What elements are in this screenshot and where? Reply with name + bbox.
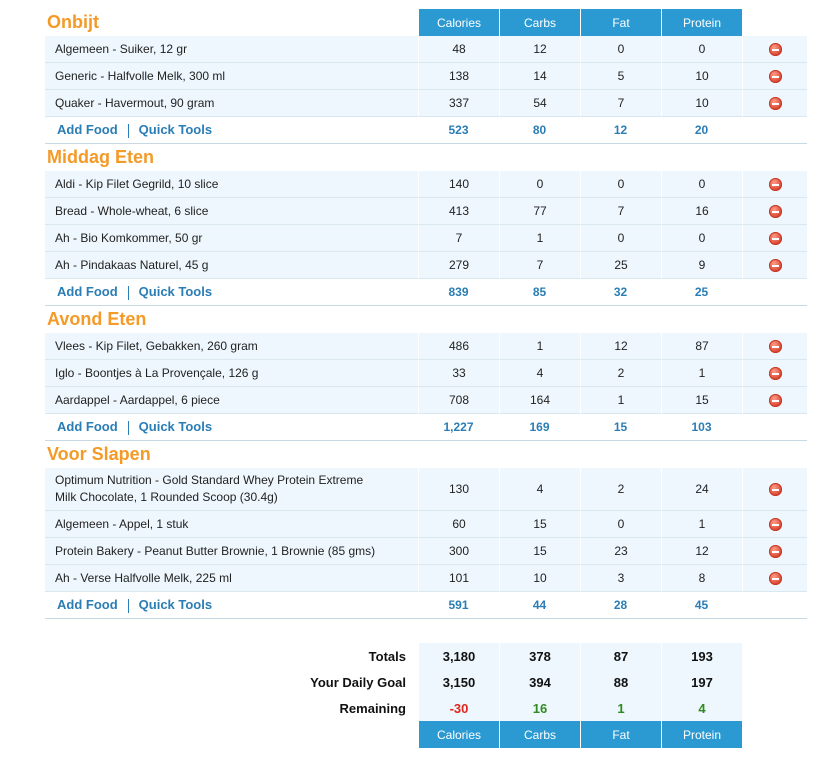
- food-carbs: 12: [499, 36, 580, 63]
- link-separator: [128, 599, 129, 613]
- meal-header-row: [45, 144, 807, 171]
- remaining-fat: 1: [580, 695, 661, 721]
- column-header-carbs: Carbs: [499, 9, 580, 36]
- meal-total-carbs: 85: [499, 279, 580, 306]
- food-row: [45, 538, 807, 565]
- meal-header-row: [45, 306, 807, 333]
- meal-total-protein: 45: [661, 592, 742, 619]
- food-calories: 300: [418, 538, 499, 565]
- goal-protein: 197: [661, 669, 742, 695]
- meal-total-calories: 1,227: [418, 414, 499, 441]
- food-calories: 279: [418, 252, 499, 279]
- meal-total-fat: 15: [580, 414, 661, 441]
- meal-header-row: [45, 9, 807, 36]
- meal-total-calories: 591: [418, 592, 499, 619]
- food-carbs: 77: [499, 198, 580, 225]
- remove-circle-icon[interactable]: [769, 483, 782, 496]
- meal-total-calories: 839: [418, 279, 499, 306]
- totals-carbs: 378: [499, 643, 580, 669]
- food-row: [45, 198, 807, 225]
- remaining-row: [45, 695, 807, 721]
- add-food-link[interactable]: Add Food: [57, 419, 118, 435]
- meal-total-fat: 32: [580, 279, 661, 306]
- remaining-protein: 4: [661, 695, 742, 721]
- meal-total-protein: 20: [661, 117, 742, 144]
- meal-title: Middag Eten: [47, 147, 154, 167]
- remove-circle-icon[interactable]: [769, 178, 782, 191]
- food-calories: 33: [418, 360, 499, 387]
- food-fat: 23: [580, 538, 661, 565]
- food-protein: 24: [661, 468, 742, 511]
- meal-footer-row: [45, 279, 807, 306]
- meal-header-row: [45, 441, 807, 468]
- food-row: [45, 360, 807, 387]
- food-protein: 1: [661, 511, 742, 538]
- food-row: [45, 333, 807, 360]
- food-calories: 130: [418, 468, 499, 511]
- food-protein: 0: [661, 225, 742, 252]
- food-carbs: 4: [499, 360, 580, 387]
- food-carbs: 54: [499, 90, 580, 117]
- food-calories: 413: [418, 198, 499, 225]
- link-separator: [128, 421, 129, 435]
- food-carbs: 15: [499, 538, 580, 565]
- food-name[interactable]: Aardappel - Aardappel, 6 piece: [45, 387, 418, 414]
- column-header-calories: Calories: [418, 9, 499, 36]
- meal-title: Onbijt: [47, 12, 99, 32]
- food-fat: 25: [580, 252, 661, 279]
- food-name[interactable]: Ah - Bio Komkommer, 50 gr: [45, 225, 418, 252]
- meal-title: Avond Eten: [47, 309, 147, 329]
- food-carbs: 1: [499, 333, 580, 360]
- food-protein: 8: [661, 565, 742, 592]
- goal-fat: 88: [580, 669, 661, 695]
- food-calories: 60: [418, 511, 499, 538]
- remaining-carbs: 16: [499, 695, 580, 721]
- column-footer-carbs: Carbs: [499, 721, 580, 748]
- daily-goal-row: [45, 669, 807, 695]
- meal-total-calories: 523: [418, 117, 499, 144]
- food-name[interactable]: Optimum Nutrition - Gold Standard Whey Protein Extreme Milk Chocolate, 1 Rounded Scoop (30.4g): [45, 468, 418, 511]
- food-name[interactable]: Algemeen - Appel, 1 stuk: [45, 511, 418, 538]
- add-food-link[interactable]: Add Food: [57, 284, 118, 300]
- food-fat: 7: [580, 90, 661, 117]
- food-carbs: 14: [499, 63, 580, 90]
- food-name[interactable]: Algemeen - Suiker, 12 gr: [45, 36, 418, 63]
- meal-footer-row: [45, 117, 807, 144]
- meal-total-fat: 28: [580, 592, 661, 619]
- food-fat: 0: [580, 171, 661, 198]
- food-protein: 0: [661, 171, 742, 198]
- food-row: [45, 252, 807, 279]
- food-carbs: 0: [499, 171, 580, 198]
- food-calories: 140: [418, 171, 499, 198]
- food-protein: 0: [661, 36, 742, 63]
- totals-fat: 87: [580, 643, 661, 669]
- meal-total-protein: 103: [661, 414, 742, 441]
- food-row: [45, 171, 807, 198]
- remove-circle-icon[interactable]: [769, 545, 782, 558]
- remove-circle-icon[interactable]: [769, 340, 782, 353]
- food-fat: 0: [580, 225, 661, 252]
- remove-circle-icon[interactable]: [769, 232, 782, 245]
- remaining-label: Remaining: [339, 700, 406, 716]
- link-separator: [128, 124, 129, 138]
- meal-total-carbs: 44: [499, 592, 580, 619]
- add-food-link[interactable]: Add Food: [57, 122, 118, 138]
- food-protein: 15: [661, 387, 742, 414]
- remove-circle-icon[interactable]: [769, 259, 782, 272]
- food-carbs: 4: [499, 468, 580, 511]
- food-row: [45, 63, 807, 90]
- food-row: [45, 90, 807, 117]
- food-fat: 2: [580, 468, 661, 511]
- daily-goal-label: Your Daily Goal: [310, 674, 406, 690]
- food-row: [45, 511, 807, 538]
- bottom-header-row: [45, 721, 807, 748]
- food-carbs: 1: [499, 225, 580, 252]
- meal-footer-row: [45, 592, 807, 619]
- remove-circle-icon[interactable]: [769, 70, 782, 83]
- food-calories: 7: [418, 225, 499, 252]
- link-separator: [128, 286, 129, 300]
- food-calories: 48: [418, 36, 499, 63]
- food-name[interactable]: Bread - Whole-wheat, 6 slice: [45, 198, 418, 225]
- remove-circle-icon[interactable]: [769, 572, 782, 585]
- meal-total-protein: 25: [661, 279, 742, 306]
- food-calories: 138: [418, 63, 499, 90]
- food-name[interactable]: Quaker - Havermout, 90 gram: [45, 90, 418, 117]
- add-food-link[interactable]: Add Food: [57, 597, 118, 613]
- food-fat: 2: [580, 360, 661, 387]
- totals-row: [45, 643, 807, 669]
- food-row: [45, 468, 807, 511]
- quick-tools-link[interactable]: Quick Tools: [138, 419, 213, 435]
- food-calories: 337: [418, 90, 499, 117]
- food-fat: 12: [580, 333, 661, 360]
- food-row: [45, 36, 807, 63]
- meal-total-carbs: 80: [499, 117, 580, 144]
- food-protein: 10: [661, 63, 742, 90]
- food-calories: 101: [418, 565, 499, 592]
- remove-circle-icon[interactable]: [769, 97, 782, 110]
- food-protein: 87: [661, 333, 742, 360]
- remove-circle-icon[interactable]: [769, 367, 782, 380]
- quick-tools-link[interactable]: Quick Tools: [138, 597, 213, 613]
- food-name[interactable]: Vlees - Kip Filet, Gebakken, 260 gram: [45, 333, 418, 360]
- food-protein: 16: [661, 198, 742, 225]
- meal-footer-row: [45, 414, 807, 441]
- remove-circle-icon[interactable]: [769, 205, 782, 218]
- food-fat: 0: [580, 511, 661, 538]
- remove-circle-icon[interactable]: [769, 43, 782, 56]
- meal-title: Voor Slapen: [47, 444, 151, 464]
- food-name[interactable]: Iglo - Boontjes à La Provençale, 126 g: [45, 360, 418, 387]
- food-name[interactable]: Ah - Verse Halfvolle Melk, 225 ml: [45, 565, 418, 592]
- food-row: [45, 225, 807, 252]
- column-footer-protein: Protein: [661, 721, 742, 748]
- meal-total-carbs: 169: [499, 414, 580, 441]
- column-footer-fat: Fat: [580, 721, 661, 748]
- food-protein: 12: [661, 538, 742, 565]
- remove-circle-icon[interactable]: [769, 518, 782, 531]
- food-calories: 708: [418, 387, 499, 414]
- food-calories: 486: [418, 333, 499, 360]
- column-footer-calories: Calories: [418, 721, 499, 748]
- quick-tools-link[interactable]: Quick Tools: [138, 122, 213, 138]
- food-protein: 9: [661, 252, 742, 279]
- goal-carbs: 394: [499, 669, 580, 695]
- food-fat: 3: [580, 565, 661, 592]
- food-name[interactable]: Aldi - Kip Filet Gegrild, 10 slice: [45, 171, 418, 198]
- food-name[interactable]: Protein Bakery - Peanut Butter Brownie, 1 Brownie (85 gms): [45, 538, 418, 565]
- food-carbs: 7: [499, 252, 580, 279]
- food-name[interactable]: Ah - Pindakaas Naturel, 45 g: [45, 252, 418, 279]
- food-carbs: 10: [499, 565, 580, 592]
- column-header-protein: Protein: [661, 9, 742, 36]
- food-row: [45, 565, 807, 592]
- food-carbs: 164: [499, 387, 580, 414]
- meal-total-fat: 12: [580, 117, 661, 144]
- food-protein: 10: [661, 90, 742, 117]
- food-name[interactable]: Generic - Halfvolle Melk, 300 ml: [45, 63, 418, 90]
- totals-label: Totals: [368, 648, 406, 664]
- food-diary-table: [45, 9, 807, 748]
- totals-protein: 193: [661, 643, 742, 669]
- food-protein: 1: [661, 360, 742, 387]
- food-carbs: 15: [499, 511, 580, 538]
- column-header-fat: Fat: [580, 9, 661, 36]
- quick-tools-link[interactable]: Quick Tools: [138, 284, 213, 300]
- goal-calories: 3,150: [418, 669, 499, 695]
- food-row: [45, 387, 807, 414]
- food-fat: 1: [580, 387, 661, 414]
- food-fat: 0: [580, 36, 661, 63]
- food-fat: 5: [580, 63, 661, 90]
- remove-circle-icon[interactable]: [769, 394, 782, 407]
- totals-calories: 3,180: [418, 643, 499, 669]
- food-fat: 7: [580, 198, 661, 225]
- remaining-calories: -30: [418, 695, 499, 721]
